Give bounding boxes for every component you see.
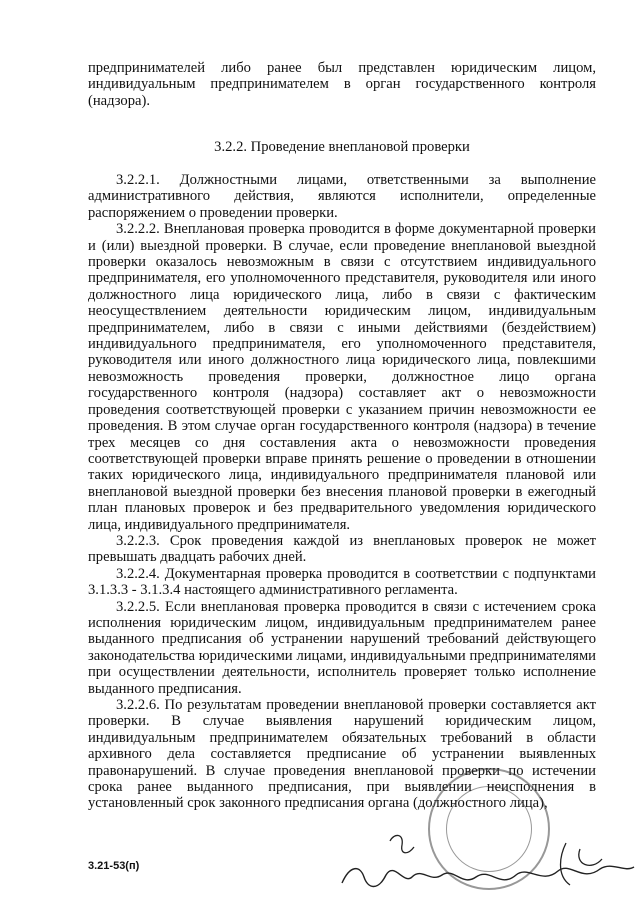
paragraph-3-2-2-4: 3.2.2.4. Документарная проверка проводится в соответствии с подпунктами 3.1.3.3 - 3.1.3.4 настоящего административного регламента.	[88, 565, 596, 599]
paragraph-3-2-2-3: 3.2.2.3. Срок проведения каждой из внеплановых проверок не может превышать двадцать рабочих дней.	[88, 532, 596, 566]
intro-block	[88, 60, 596, 109]
paragraph-3-2-2-1: 3.2.2.1. Должностными лицами, ответственными за выполнение административного действия, являются исполнители, определенные распоряжением о проведении проверки.	[88, 172, 596, 221]
paragraph-3-2-2-2: 3.2.2.2. Внеплановая проверка проводится в форме документарной проверки и (или) выездной проверки. В случае, если проведение внеплановой выездной проверки оказалось невозможным в связи с отсутствием индивидуального предпринимателя, его уполномоченного представителя, руководителя или иного должностного лица юридического лица, либо в связи с фактическим неосуществлением деятельности юридическим лицом, индивидуальным предпринимателем, либо в связи с иными действиями (бездействием) индивидуального предпринимателя, его уполномоченного представителя, руководителя или иного должностного лица юридического лица, повлекшими невозможность проведения проверки, должностное лицо органа государственного контроля (надзора) составляет акт о невозможности проведения соответствующей проверки с указанием причин невозможности ее проведения. В этом случае орган государственного контроля (надзора) в течение трех месяцев со дня составления акта о невозможности проведения соответствующей проверки вправе принять решение о проведении в отношении таких юридического лица, индивидуального предпринимателя плановой или внеплановой выездной проверки без внесения плановой проверки в ежегодный план плановых проверок и без предварительного уведомления юридического лица, индивидуального предпринимателя.	[88, 221, 596, 533]
paragraph-3-2-2-6: 3.2.2.6. По результатам проведении внеплановой проверки составляется акт проверки. В случае выявления нарушений юридическим лицом, индивидуальным предпринимателем обязательных требований в области архивного дела составляется предписание об устранении выявленных правонарушений. В случае проведения внеплановой проверки по истечении срока ранее выданного предписания, при выявлении неисполнения в установленный срок законного предписания органа (должностного лица),	[88, 697, 596, 812]
paragraph-3-2-2-5: 3.2.2.5. Если внеплановая проверка проводится в связи с истечением срока исполнения юридическим лицом, индивидуальным предпринимателем ранее выданного предписания об устранении нарушений требований действующего законодательства юридическими лицами, индивидуальными предпринимателями при осуществлении деятельности, исполнитель проверяет только исполнение выданного предписания.	[88, 598, 596, 697]
document-footer-code: 3.21-53(п)	[88, 860, 140, 872]
intro-paragraph: предпринимателей либо ранее был представлен юридическим лицом, индивидуальным предпринимателем в орган государственного контроля (надзора).	[88, 60, 596, 109]
section-heading: 3.2.2. Проведение внеплановой проверки	[214, 139, 470, 155]
handwritten-signature	[330, 825, 640, 905]
section-body	[88, 172, 596, 812]
